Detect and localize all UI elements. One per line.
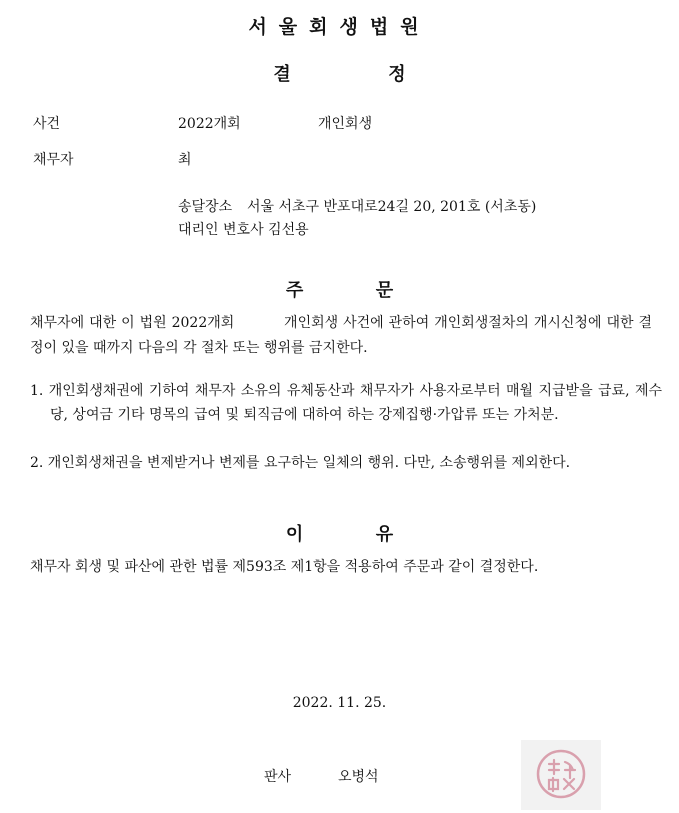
case-label: 사건 (33, 116, 61, 132)
case-number: 2022개회 (178, 116, 241, 132)
address-label: 송달장소 (178, 199, 233, 215)
order-heading (0, 276, 679, 302)
order-heading-char-1: 주 (285, 280, 304, 301)
decision-date: 2022. 11. 25. (292, 695, 387, 711)
order-heading-char-2: 문 (375, 280, 394, 301)
legal-agent: 대리인 변호사 김선용 (178, 222, 309, 238)
document-title-char-2: 정 (388, 64, 406, 85)
reason-heading (0, 520, 679, 546)
reason-heading-char-2: 유 (375, 524, 394, 545)
reason-heading-char-1: 이 (285, 524, 304, 545)
order-intro: 채무자에 대한 이 법원 2022개회 개인회생 사건에 관하여 개인회생절차의 개시신청에 대한 결정이 있을 때까지 다음의 각 절차 또는 행위를 금지한다. (30, 315, 652, 356)
judge-title: 판사 (264, 769, 292, 785)
debtor-name: 최 (178, 152, 192, 168)
case-type: 개인회생 (318, 116, 373, 132)
document-title-char-1: 결 (273, 64, 291, 85)
order-item-2: 2. 개인회생채권을 변제받거나 변제를 요구하는 일체의 행위. 다만, 소송행위를 제외한다. (30, 455, 571, 471)
reason-text: 채무자 회생 및 파산에 관한 법률 제593조 제1항을 적용하여 주문과 같이 결정한다. (30, 559, 539, 575)
debtor-label: 채무자 (33, 152, 74, 168)
delivery-address (178, 196, 536, 216)
document-title (0, 60, 679, 86)
order-item-1: 1. 개인회생채권에 기하여 채무자 소유의 유체동산과 채무자가 사용자로부터 매월 지급받을 급료, 제수당, 상여금 기타 명목의 급여 및 퇴직금에 대하여 하는 강제집행·가압류 또는 가처분. (30, 383, 662, 423)
judge-name: 오병석 (338, 769, 379, 785)
seal-stamp-image (535, 748, 587, 800)
address-value: 서울 서초구 반포대로24길 20, 201호 (서초동) (247, 199, 537, 215)
court-name: 서울회생법원 (248, 16, 431, 38)
judge-seal (521, 740, 601, 810)
